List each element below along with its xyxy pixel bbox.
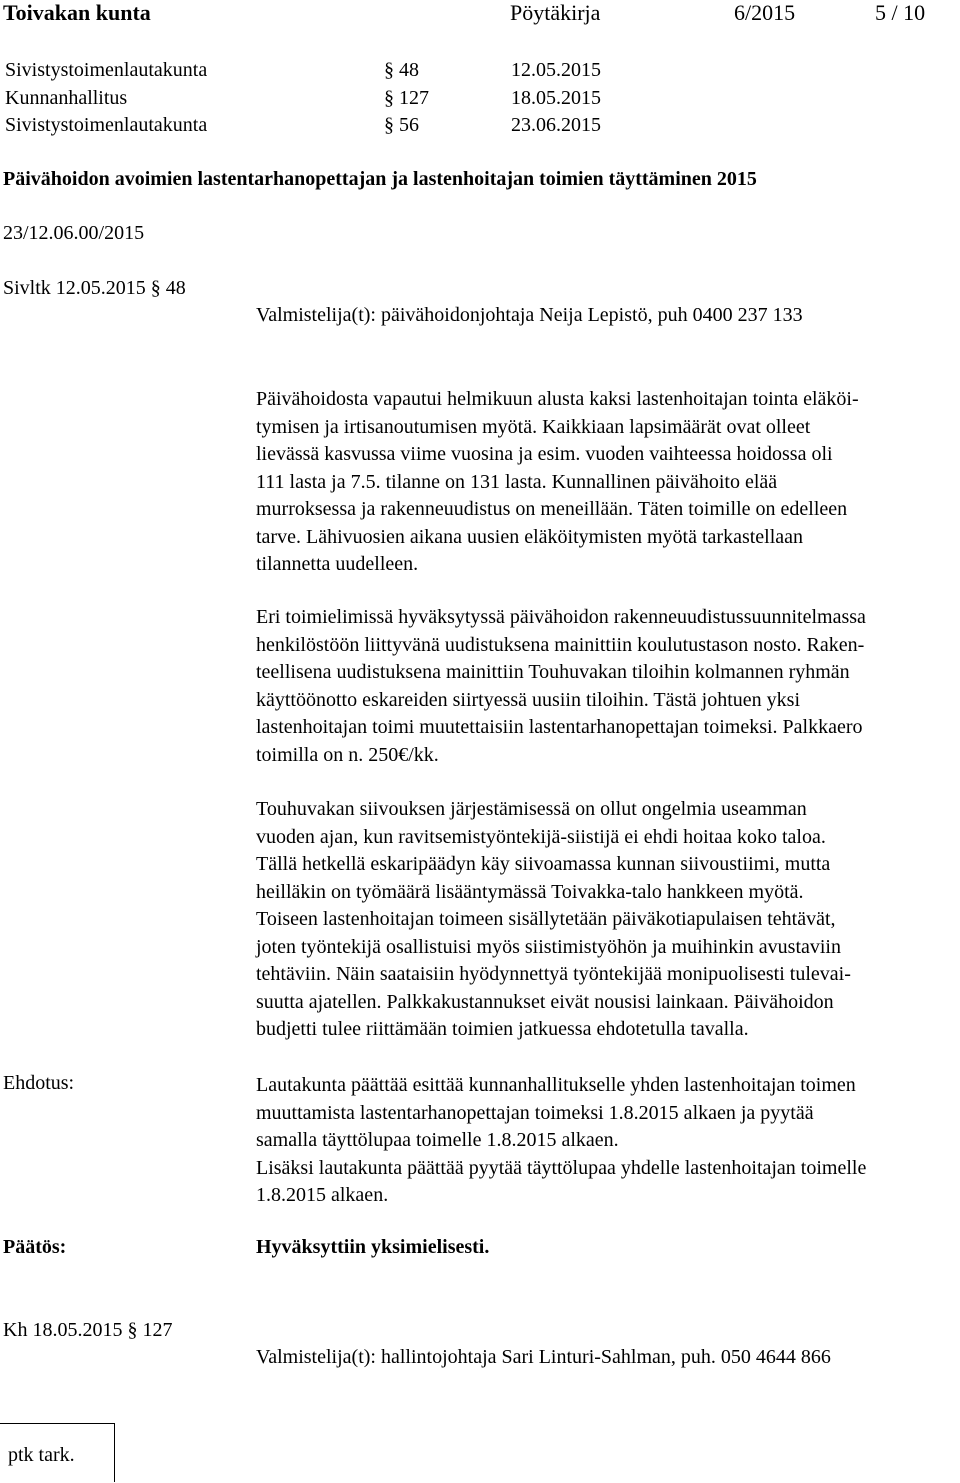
decision-label: Päätös: xyxy=(3,1236,67,1258)
paragraph-line: joten työntekijä osallistuisi myös siistimistyöhön ja muihinkin avustaviin xyxy=(256,935,841,958)
paragraph-line: Touhuvakan siivouksen järjestämisessä on ollut ongelmia useamman xyxy=(256,798,807,820)
paragraph-line: budjetti tulee riittämään toimien jatkuessa ehdotetulla tavalla. xyxy=(256,1018,749,1040)
paragraph-line: Päivähoidosta vapautui helmikuun alusta kaksi lastenhoitajan tointa eläköi- xyxy=(256,388,859,410)
paragraph-line: vuoden ajan, kun ravitsemistyöntekijä-siistijä ei ehdi hoitaa koko taloa. xyxy=(256,825,826,848)
kh-preparer: Valmistelija(t): hallintojohtaja Sari Linturi-Sahlman, puh. 050 4644 866 xyxy=(256,1346,831,1368)
proposal-line: muuttamista lastentarhanopettajan toimeksi 1.8.2015 alkaen ja pyytää xyxy=(256,1101,814,1124)
reference-section: § 56 xyxy=(384,114,419,136)
reference-section: § 127 xyxy=(384,87,429,109)
paragraph-line: tehtäviin. Näin saataisiin hyödynnettyä työntekijää monipuolisesti tulevai- xyxy=(256,963,851,985)
paragraph-line: tymisen ja irtisanoutumisen myötä. Kaikkiaan lapsimäärät ovat olleet xyxy=(256,415,811,438)
paragraph-line: Tällä hetkellä eskaripäädyn käy siivoamassa kunnan siivoustiimi, mutta xyxy=(256,853,831,875)
background-paragraph-1 xyxy=(256,386,956,579)
paragraph-line: käyttöönotto eskareiden siirtyessä uusiin tiloihin. Tästä johtuen yksi xyxy=(256,688,801,711)
reference-body: Kunnanhallitus xyxy=(5,87,128,109)
document-number: 6/2015 xyxy=(734,0,796,25)
decision-text: Hyväksyttiin yksimielisesti. xyxy=(256,1236,490,1258)
municipality-name: Toivakan kunta xyxy=(3,0,151,25)
sivltk-preparer: Valmistelija(t): päivähoidonjohtaja Neija Lepistö, puh 0400 237 133 xyxy=(256,304,803,326)
reference-date: 12.05.2015 xyxy=(511,59,601,81)
paragraph-line: toimilla on n. 250€/kk. xyxy=(256,743,439,766)
diary-number: 23/12.06.00/2015 xyxy=(3,222,145,244)
proposal-label: Ehdotus: xyxy=(3,1072,75,1094)
proposal-line: Lisäksi lautakunta päättää pyytää täyttölupaa yhdelle lastenhoitajan toimelle xyxy=(256,1156,867,1179)
paragraph-line: teellisena uudistuksena mainittiin Touhuvakan tiloihin kolmannen ryhmän xyxy=(256,661,850,683)
proposal-line: 1.8.2015 alkaen. xyxy=(256,1184,389,1206)
paragraph-line: heilläkin on työmäärä lisääntymässä Toivakka-talo hankkeen myötä. xyxy=(256,880,804,903)
document-title: Päivähoidon avoimien lastentarhanopettajan ja lastenhoitajan toimien täyttäminen 2015 xyxy=(3,168,757,190)
background-paragraph-3 xyxy=(256,796,956,1044)
paragraph-line: 111 lasta ja 7.5. tilanne on 131 lasta. Kunnallinen päivähoito elää xyxy=(256,470,778,493)
proposal-line: Lautakunta päättää esittää kunnanhallitukselle yhden lastenhoitajan toimen xyxy=(256,1074,856,1096)
paragraph-line: tilannetta uudelleen. xyxy=(256,553,419,575)
paragraph-line: henkilöstöön liittyvänä uudistuksena mainittiin koulutustason nosto. Raken- xyxy=(256,633,865,656)
reference-date: 18.05.2015 xyxy=(511,87,601,109)
document-type: Pöytäkirja xyxy=(510,0,601,25)
minutes-checked-box xyxy=(0,1423,115,1482)
reference-section: § 48 xyxy=(384,59,419,81)
proposal-text xyxy=(256,1072,956,1210)
paragraph-line: lievässä kasvussa viime vuosina ja esim. vuoden vaihteessa hoidossa oli xyxy=(256,443,833,465)
paragraph-line: Eri toimielimissä hyväksytyssä päivähoidon rakenneuudistussuunnitelmassa xyxy=(256,606,866,628)
reference-body: Sivistystoimenlautakunta xyxy=(5,114,208,136)
background-paragraph-2 xyxy=(256,604,956,769)
minutes-checked-label: ptk tark. xyxy=(8,1444,75,1466)
reference-date: 23.06.2015 xyxy=(511,114,601,136)
reference-body: Sivistystoimenlautakunta xyxy=(5,59,208,81)
sivltk-reference: Sivltk 12.05.2015 § 48 xyxy=(3,277,186,299)
paragraph-line: murroksessa ja rakenneuudistus on meneillään. Täten toimille on edelleen xyxy=(256,498,848,520)
paragraph-line: lastenhoitajan toimi muutettaisiin lastentarhanopettajan toimeksi. Palkkaero xyxy=(256,716,863,738)
kh-reference: Kh 18.05.2015 § 127 xyxy=(3,1319,173,1341)
page-number: 5 / 10 xyxy=(875,0,926,25)
paragraph-line: tarve. Lähivuosien aikana uusien eläköitymisten myötä tarkastellaan xyxy=(256,525,804,548)
paragraph-line: Toiseen lastenhoitajan toimeen sisällytetään päiväkotiapulaisen tehtävät, xyxy=(256,908,836,930)
paragraph-line: suutta ajatellen. Palkkakustannukset eivät nousisi lainkaan. Päivähoidon xyxy=(256,990,834,1013)
proposal-line: samalla täyttölupaa toimelle 1.8.2015 alkaen. xyxy=(256,1129,619,1151)
